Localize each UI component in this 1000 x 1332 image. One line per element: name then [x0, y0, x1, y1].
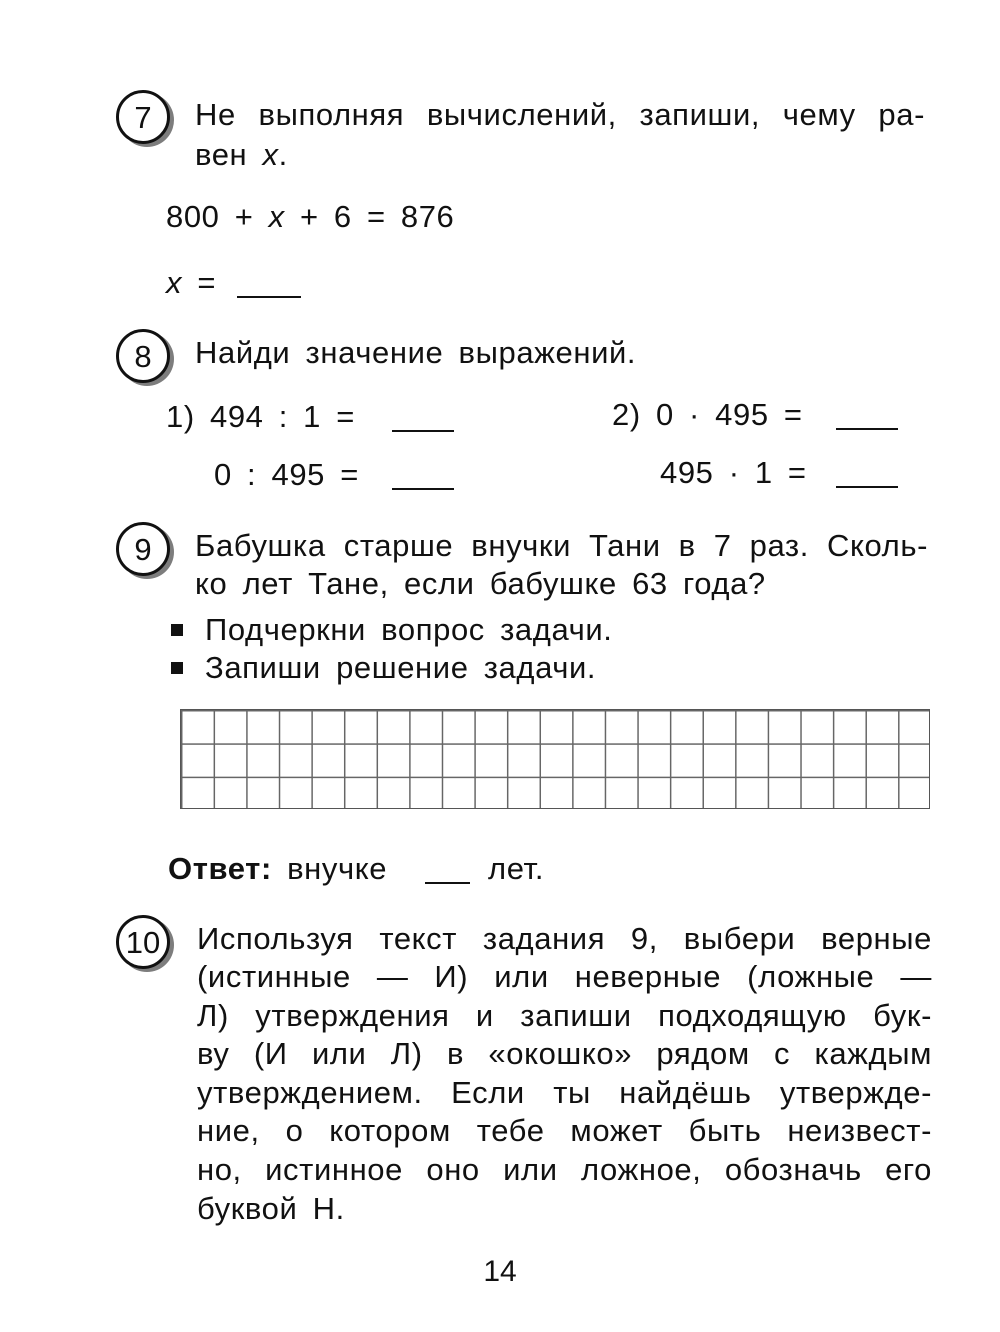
- task-10-line-8: буквой Н.: [197, 1191, 345, 1226]
- task-10-line-6: ние, о котором тебе может быть неизвест-: [197, 1113, 932, 1148]
- task-7-equation: [166, 198, 454, 236]
- equation-part-b: + 6 = 876: [284, 199, 455, 234]
- bullet-marker-2: [171, 662, 183, 674]
- equation-variable: x: [268, 199, 285, 234]
- task-8-prompt: Найди значение выражений.: [195, 335, 637, 370]
- task-10-number: 10: [125, 924, 161, 960]
- solution-grid[interactable]: [180, 709, 930, 809]
- equation-part-a: 800 +: [166, 199, 269, 234]
- task-8-blank-1b[interactable]: [392, 488, 454, 490]
- task-8-expression-1a: 1) 494 : 1 =: [166, 399, 355, 434]
- task-7-line-2-suffix: .: [278, 137, 288, 172]
- task-10-line-2: (истинные — И) или неверные (ложные —: [197, 959, 932, 994]
- answer-text-1: внучке: [287, 851, 388, 886]
- task-10-line-1: Используя текст задания 9, выбери верные: [197, 921, 932, 956]
- task-8-expression-2a: 2) 0 · 495 =: [612, 397, 803, 432]
- task-8-expression-1b: 0 : 495 =: [214, 457, 359, 492]
- task-10-line-7: но, истинное оно или ложное, обозначь его: [197, 1152, 932, 1187]
- task-7-number: 7: [134, 99, 152, 135]
- task-7-line-2-prefix: вен: [195, 137, 263, 172]
- task-10-number-badge: [116, 915, 170, 969]
- bullet-marker-1: [171, 624, 183, 636]
- task-9-number: 9: [134, 531, 152, 567]
- answer-equals: =: [182, 265, 217, 300]
- task-9-bullet-1: Подчеркни вопрос задачи.: [205, 612, 613, 647]
- task-9-number-badge: [116, 522, 170, 576]
- task-10-line-3: Л) утверждения и запиши подходящую бук-: [197, 998, 932, 1033]
- task-9-answer: [168, 850, 387, 888]
- answer-label: Ответ:: [168, 851, 272, 886]
- task-10-line-5: утверждением. Если ты найдёшь утвержде-: [197, 1075, 932, 1110]
- task-9-answer-unit: лет.: [488, 851, 545, 886]
- task-8-blank-1a[interactable]: [392, 430, 454, 432]
- task-7-answer-blank[interactable]: [237, 296, 301, 298]
- task-7-text-line-1: Не выполняя вычислений, запиши, чему ра-: [195, 97, 925, 132]
- task-9-answer-blank[interactable]: [425, 882, 470, 884]
- task-9-text-line-2: ко лет Тане, если бабушке 63 года?: [195, 566, 766, 601]
- task-10-line-4: ву (И или Л) в «окошко» рядом с каждым: [197, 1036, 932, 1071]
- task-9-text-line-1: Бабушка старше внучки Тани в 7 раз. Сколь-: [195, 528, 928, 563]
- task-8-expression-2b: 495 · 1 =: [660, 455, 807, 490]
- task-8-blank-2b[interactable]: [836, 486, 898, 488]
- page-number: 14: [483, 1255, 517, 1288]
- task-8-number-badge: [116, 329, 170, 383]
- task-7-text-line-2: [195, 136, 288, 174]
- answer-variable: x: [166, 265, 183, 300]
- task-8-number: 8: [134, 338, 152, 374]
- task-7-number-badge: [116, 90, 170, 144]
- task-8-blank-2a[interactable]: [836, 428, 898, 430]
- task-7-variable: x: [262, 137, 279, 172]
- task-9-bullet-2: Запиши решение задачи.: [205, 650, 597, 685]
- task-7-answer: [166, 264, 216, 302]
